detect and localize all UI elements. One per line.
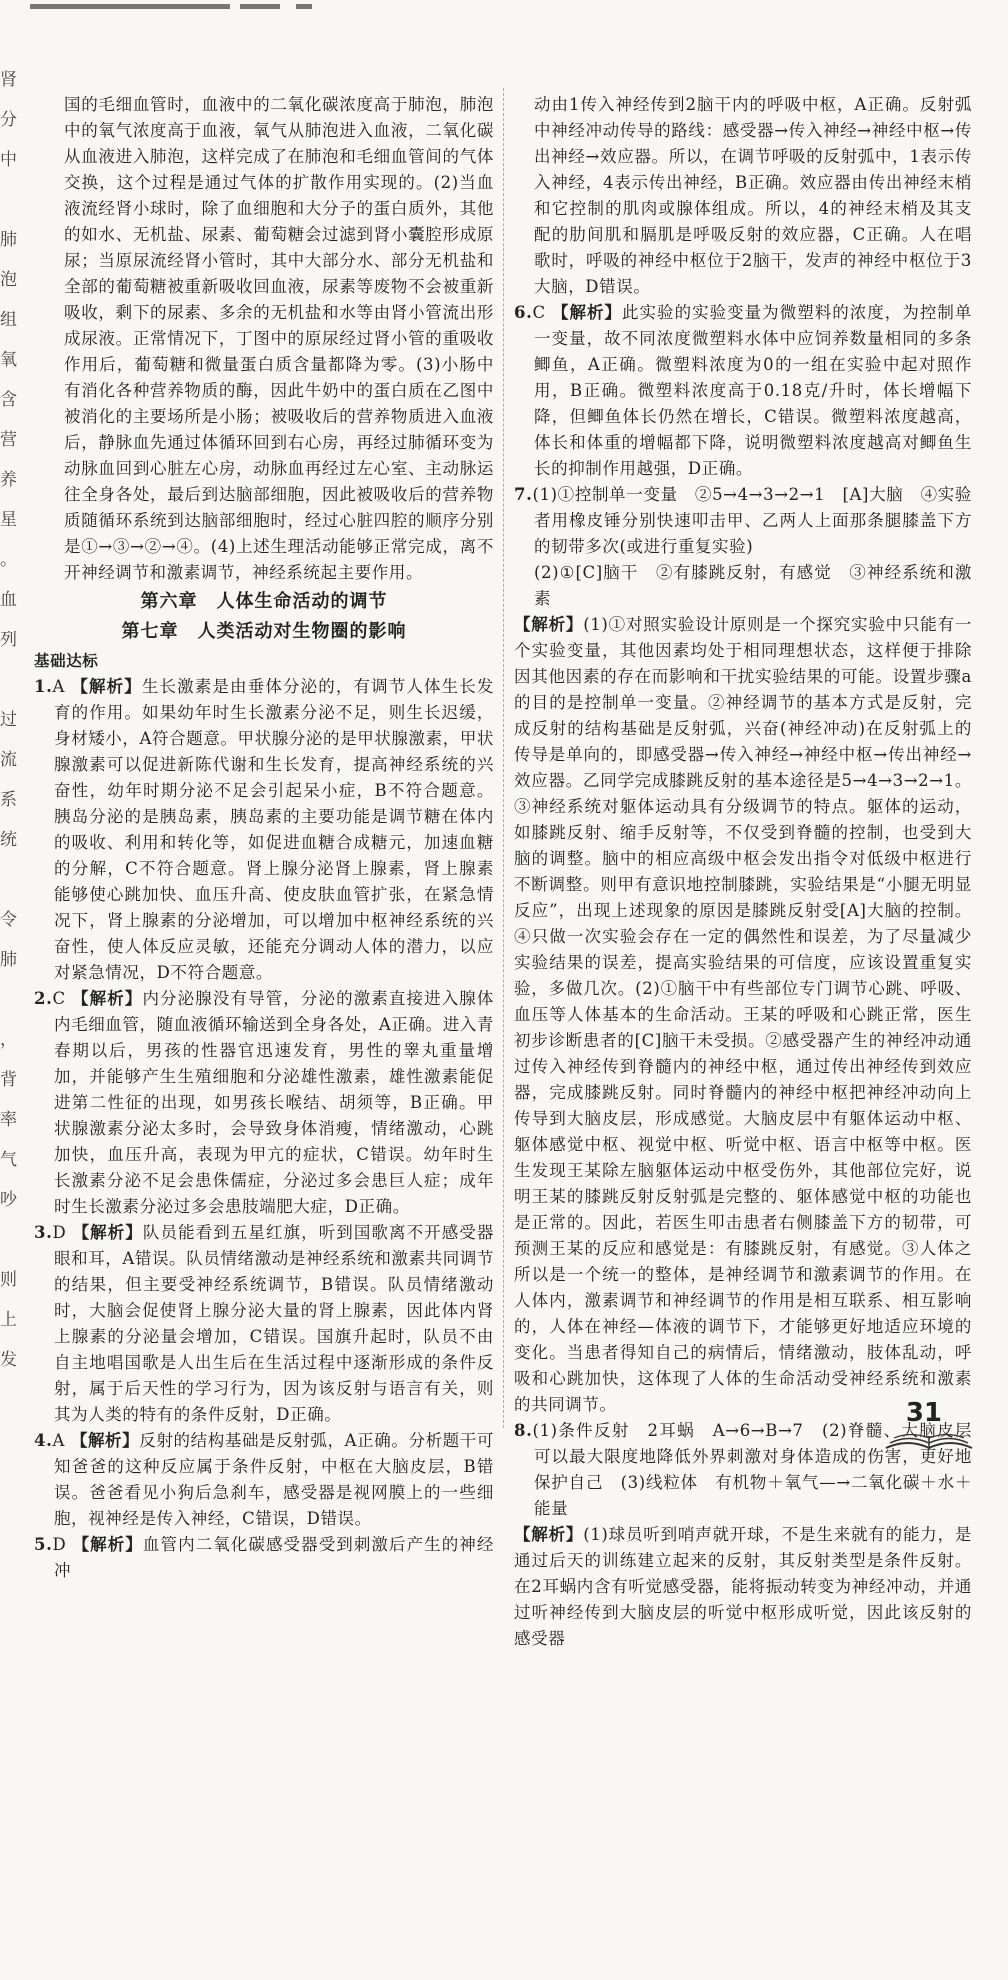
margin-char: 则 (0, 1270, 17, 1290)
margin-char: 。 (0, 550, 17, 570)
question-7-answer-2: (2)①[C]脑干 ②有膝跳反射，有感觉 ③神经系统和激素 (534, 563, 972, 608)
margin-char (0, 980, 22, 1020)
question-1: 1.A 【解析】生长激素是由垂体分泌的，有调节人体生长发育的作用。如果幼年时生长激素分泌不足，则生长迟缓，身材矮小，A符合题意。甲状腺分泌的是甲状腺激素，甲状腺激素可以促进新陈代谢和生长发育，提高神经系统的兴奋性，幼年时期分泌不足会引起呆小症，B不符合题意。胰岛分泌的是胰岛素，胰岛素的主要功能是调节糖在体内的吸收、利用和转化等，如促进血糖合成糖元，加速血糖的分解，C不符合题意。肾上腺分泌肾上腺素，肾上腺素能够使心跳加快、血压升高、使皮肤血管扩张，在紧急情况下，肾上腺素的分泌增加，可以增加中枢神经系统的兴奋性，使人体反应灵敏，还能充分调动人体的潜力，以应对紧急情况，D不符合题意。 (34, 677, 495, 982)
margin-char: 过 (0, 710, 17, 730)
margin-char (0, 1540, 22, 1580)
margin-char: 氧 (0, 350, 17, 370)
margin-char (0, 1420, 22, 1460)
margin-char (0, 1580, 22, 1620)
margin-char: 发 (0, 1350, 17, 1370)
question-5: 5.D 【解析】血管内二氧化碳感受器受到刺激后产生的神经冲 (34, 1535, 494, 1580)
right-column (514, 92, 990, 1652)
margin-char: 列 (0, 630, 17, 650)
margin-char: 背 (0, 1070, 17, 1090)
question-8-answer: 8.(1)条件反射 2耳蜗 A→6→B→7 (2)脊髓、大脑皮层 可以最大限度地降低外界刺激对身体造成的伤害，更好地保护自己 (3)线粒体 有机物＋氧气—→二氧化碳＋水＋能量 (514, 1421, 990, 1518)
margin-char: 上 (0, 1310, 17, 1330)
left-column (34, 92, 494, 1584)
margin-char (0, 660, 22, 700)
margin-char: 吵 (0, 1190, 17, 1210)
margin-char: 分 (0, 110, 17, 130)
header-rule (0, 0, 1008, 14)
margin-char: 系 (0, 790, 17, 810)
margin-char (0, 1940, 22, 1980)
margin-char: 中 (0, 150, 17, 170)
margin-char: 星 (0, 510, 17, 530)
chapter-6-title: 第六章 人体生命活动的调节 (140, 591, 388, 612)
chapter-7-title: 第七章 人类活动对生物圈的影响 (121, 621, 407, 642)
margin-char (0, 1500, 22, 1540)
margin-char: 流 (0, 750, 17, 770)
margin-char: 肺 (0, 230, 17, 250)
intro-paragraph: 国的毛细血管时，血液中的二氧化碳浓度高于肺泡，肺泡中的氧气浓度高于血液，氧气从肺泡进入血液，二氧化碳从血液进入肺泡，这样完成了在肺泡和毛细血管间的气体交换，这个过程是通过气体的扩散作用实现的。(2)当血液流经肾小球时，除了血细胞和大分子的蛋白质外，其他的如水、无机盐、尿素、葡萄糖会过滤到肾小囊腔形成原尿；当原尿流经肾小管时，其中大部分水、部分无机盐和全部的葡萄糖被重新吸收回血液，尿素等废物不会被重新吸收，剩下的尿素、多余的无机盐和水等由肾小管流出形成尿液。正常情况下，丁图中的原尿经过肾小管的重吸收作用后，葡萄糖和微量蛋白质含量都降为零。(3)小肠中有消化各种营养物质的酶，因此牛奶中的蛋白质在乙图中被消化的主要场所是小肠；被吸收后的营养物质进入血液后，静脉血先通过体循环回到右心房，再经过肺循环变为动脉血回到心脏左心房，动脉血再经过左心室、主动脉运往全身各处，最后到达脑部细胞，因此被吸收后的营养物质随循环系统到达脑部细胞时，经过心脏四腔的顺序分别是①→③→②→④。(4)上述生理活动能够正常完成，离不开神经调节和激素调节，神经系统起主要作用。 (64, 95, 494, 582)
question-7-analysis: 【解析】(1)①对照实验设计原则是一个探究实验中只能有一个实验变量，其他因素均处于相同理想状态，这样便于排除因其他因素的存在而影响和干扰实验结果的可能。设置步骤a的目的是控制单一变量。②神经调节的基本方式是反射，完成反射的结构基础是反射弧，兴奋(神经冲动)在反射弧上的传导是单向的，即感受器→传入神经→神经中枢→传出神经→效应器。乙同学完成膝跳反射的基本途径是5→4→3→2→1。③神经系统对躯体运动具有分级调节的特点。躯体的运动，如膝跳反射、缩手反射等，不仅受到脊髓的控制，也受到大脑的调整。脑中的相应高级中枢会发出指令对低级中枢进行不断调整。则甲有意识地控制膝跳，实验结果是“小腿无明显反应”，出现上述现象的原因是膝跳反射受[A]大脑的控制。④只做一次实验会存在一定的偶然性和误差，为了尽量减少实验结果的误差，提高实验结果的可信度，应该设置重复实验，多做几次。(2)①脑干中有些部位专门调节心跳、呼吸、血压等人体基本的生命活动。王某的呼吸和心跳正常，医生初步诊断患者的[C]脑干未受损。②感受器产生的神经冲动通过传入神经传到脊髓内的神经中枢，通过传出神经传到效应器，完成膝跳反射。同时脊髓内的神经中枢把神经冲动向上传导到大脑皮层，形成感觉。大脑皮层中有躯体运动中枢、躯体感觉中枢、视觉中枢、听觉中枢、语言中枢等中枢。医生发现王某除左脑躯体运动中枢受伤外，其他部位完好，说明王某的膝跳反射反射弧是完整的、躯体感觉中枢的功能也是正常的。因此，若医生叩击患者右侧膝盖下方的韧带，可预测王某的反应和感觉是：有膝跳反射，有感觉。③人体之所以是一个统一的整体，是神经调节和激素调节的作用。在人体内，激素调节和神经调节的作用是相互联系、相互影响的，人体在神经—体液的调节下，才能够更好地适应环境的变化。当患者得知自己的病情后，情绪激动，肢体乱动，呼吸和心跳加快，这体现了人体的生命活动受神经系统和激素的共同调节。 (514, 615, 972, 1414)
margin-char: 气 (0, 1150, 17, 1170)
margin-char: 泡 (0, 270, 17, 290)
margin-char (0, 1740, 22, 1780)
margin-char (0, 1820, 22, 1860)
margin-char (0, 1780, 22, 1820)
margin-char: 令 (0, 910, 17, 930)
margin-char: 肺 (0, 950, 17, 970)
question-6: 6.C 【解析】此实验的实验变量为微塑料的浓度，为控制单一变量，故不同浓度微塑料水体中应饲养数量相同的多条鲫鱼，A正确。微塑料浓度为0的一组在实验中起对照作用，B正确。微塑料浓度高于0.18克/升时，体长增幅下降，但鲫鱼体长仍然在增长，C错误。微塑料浓度越高，体长和体重的增幅都下降，说明微塑料浓度越高对鲫鱼生长的抑制作用越强，D正确。 (514, 303, 972, 478)
margin-char (0, 1220, 22, 1260)
question-7-answer-1: 7.(1)①控制单一变量 ②5→4→3→2→1 [A]大脑 ④实验者用橡皮锤分别快速叩击甲、乙两人上面那条腿膝盖下方的韧带多次(或进行重复实验) (514, 485, 972, 556)
question-3: 3.D 【解析】队员能看到五星红旗，听到国歌离不开感受器眼和耳，A错误。队员情绪激动是神经系统和激素共同调节的结果，但主要受神经系统调节，B错误。队员情绪激动时，大脑会促使肾上腺分泌大量的肾上腺素，因此体内肾上腺素的分泌量会增加，C错误。国旗升起时，队员不由自主地唱国歌是人出生后在生活过程中逐渐形成的条件反射，属于后天性的学习行为，因为该反射与语言有关，则其为人类的特有的条件反射，D正确。 (34, 1223, 495, 1424)
left-margin-bleed-text (0, 60, 22, 1370)
question-8-analysis: 【解析】(1)球员听到哨声就开球，不是生来就有的能力，是通过后天的训练建立起来的反射，其反射类型是条件反射。在2耳蜗内含有听觉感受器，能将振动转变为神经冲动，并通过听神经传到大脑皮层的听觉中枢形成听觉，因此该反射的感受器 (514, 1525, 972, 1648)
margin-char (0, 1380, 22, 1420)
page-number: 31 (905, 1398, 942, 1428)
section-title: 基础达标 (34, 652, 99, 670)
margin-char: 含 (0, 390, 17, 410)
margin-char: 统 (0, 830, 17, 850)
margin-char: 肾 (0, 70, 17, 90)
question-5-continued: 动由1传入神经传到2脑干内的呼吸中枢，A正确。反射弧中神经冲动传导的路线：感受器→传入神经→神经中枢→传出神经→效应器。所以，在调节呼吸的反射弧中，1表示传入神经，4表示传出神经，B正确。效应器由传出神经末梢和它控制的肌肉或腺体组成。所以，4的神经末梢及其支配的肋间肌和膈肌是呼吸反射的效应器，C正确。人在唱歌时，呼吸的神经中枢位于2脑干，发声的神经中枢位于3大脑，D错误。 (534, 95, 972, 296)
question-2: 2.C 【解析】内分泌腺没有导管，分泌的激素直接进入腺体内毛细血管，随血液循环输送到全身各处，A正确。进入青春期以后，男孩的性器官迅速发育，男性的睾丸重量增加，并能够产生生殖细胞和分泌雄性激素，雄性激素能促进第二性征的出现，如男孩长喉结、胡须等，B正确。甲状腺激素分泌太多时，会导致身体消瘦，情绪激动，心跳加快，血压升高，表现为甲亢的症状，C错误。幼年时生长激素分泌不足会患侏儒症，分泌过多会患巨人症；成年时生长激素分泌过多会患肢端肥大症，D正确。 (34, 989, 495, 1216)
margin-char: 营 (0, 430, 17, 450)
margin-char (0, 1700, 22, 1740)
margin-char (0, 1860, 22, 1900)
question-4: 4.A 【解析】反射的结构基础是反射弧，A正确。分析题干可知爸爸的这种反应属于条件反射，中枢在大脑皮层，B错误。爸爸看见小狗后急刹车，感受器是视网膜上的一些细胞，视神经是传入神经，C错误，D错误。 (34, 1431, 494, 1528)
column-separator (503, 88, 504, 1428)
margin-char (0, 180, 22, 220)
margin-char (0, 1900, 22, 1940)
margin-char: ， (0, 1030, 17, 1050)
open-book-icon (884, 1428, 974, 1454)
margin-char (0, 1460, 22, 1500)
margin-char: 组 (0, 310, 17, 330)
margin-char (0, 1660, 22, 1700)
margin-char: 血 (0, 590, 17, 610)
margin-char: 养 (0, 470, 17, 490)
margin-char (0, 1620, 22, 1660)
margin-char: 率 (0, 1110, 17, 1130)
margin-char (0, 860, 22, 900)
